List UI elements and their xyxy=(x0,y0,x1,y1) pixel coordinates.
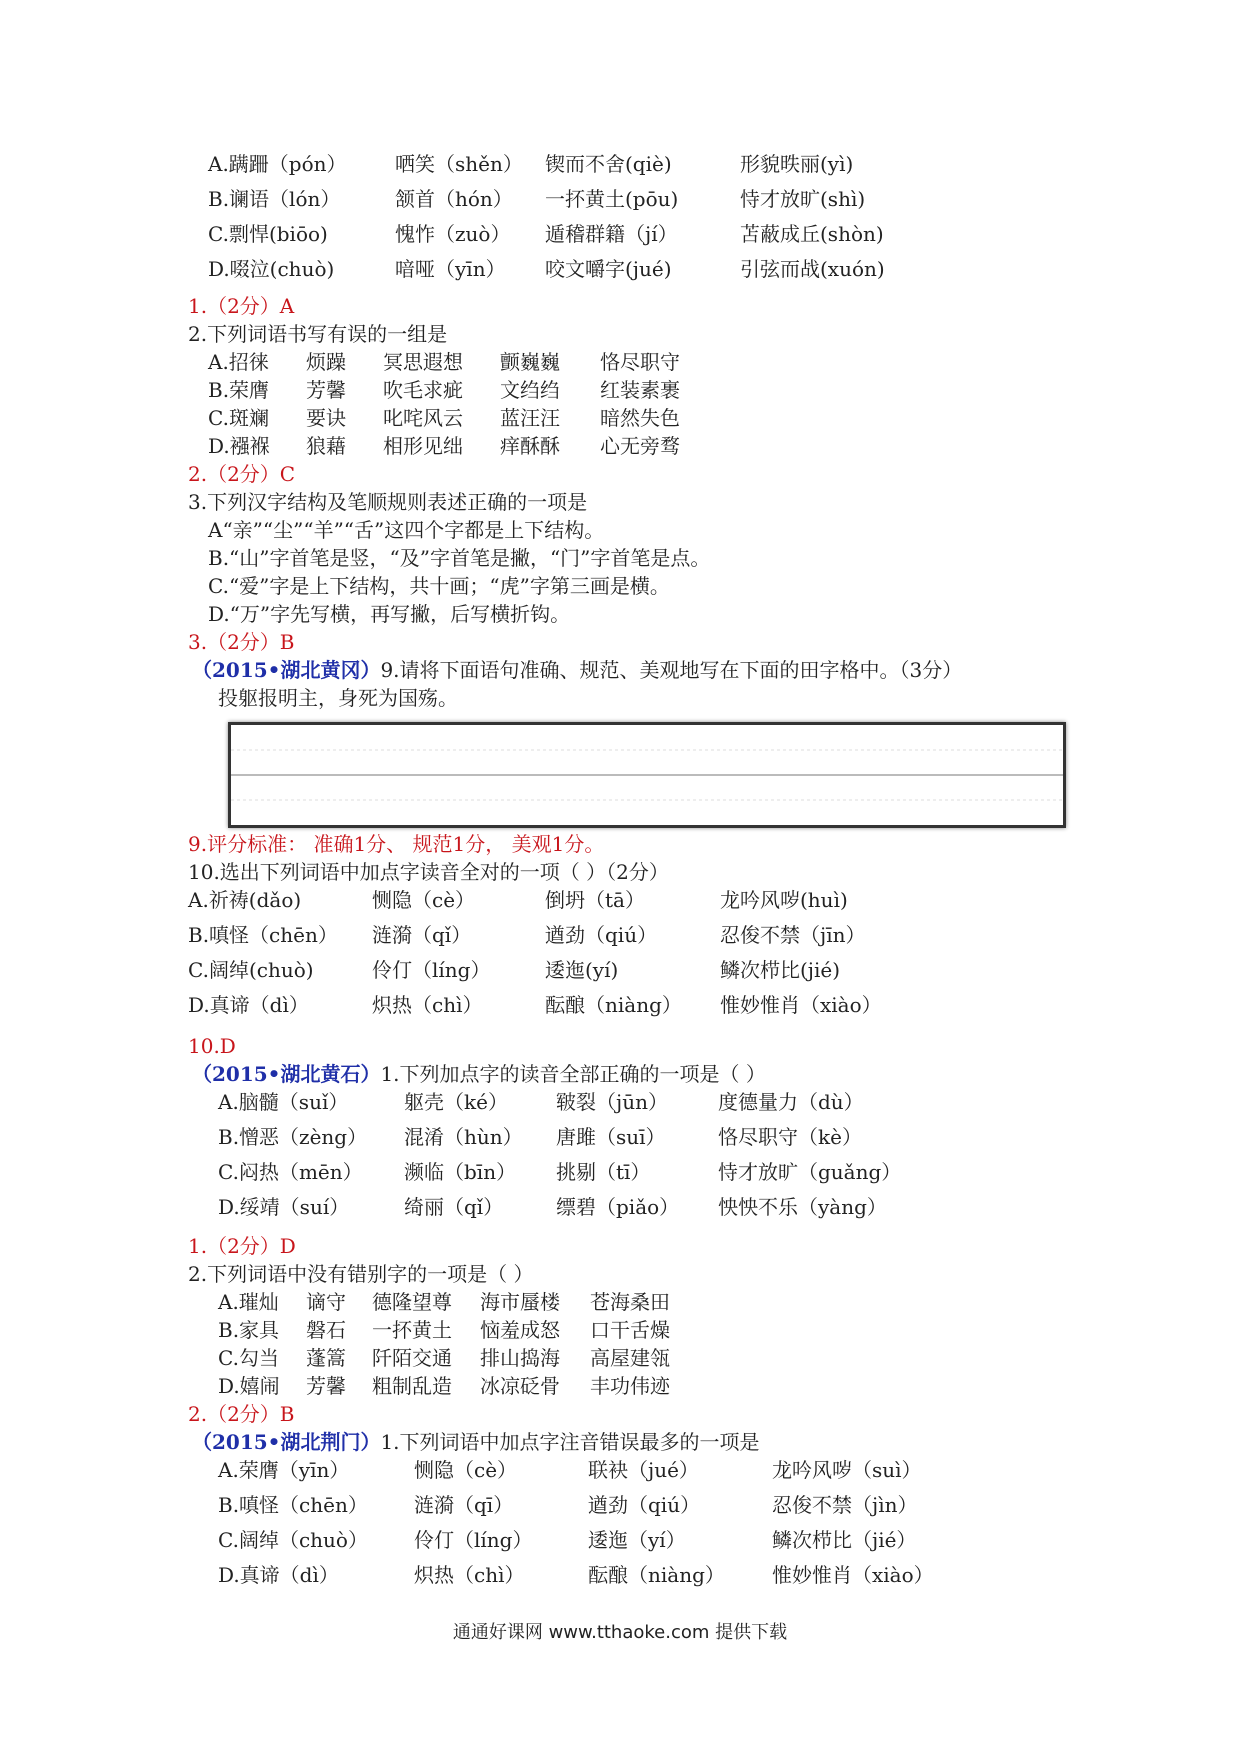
hs2rows-cell: 磐石 xyxy=(306,1318,346,1342)
hs2rows-cell: 丰功伟迹 xyxy=(590,1374,670,1398)
q2rows-cell: 烦躁 xyxy=(306,350,346,374)
q1p-cell: D.啜泣(chuò) xyxy=(208,257,335,281)
q10rows-cell: 恻隐（cè） xyxy=(372,888,476,912)
q10rows-cell: A.祈祷(dǎo) xyxy=(188,888,302,912)
hs2-stem: 2.下列词语中没有错别字的一项是（ ） xyxy=(188,1262,534,1286)
q2rows-cell: 红装素裹 xyxy=(600,378,680,402)
q3-answer: 3.（2分）B xyxy=(188,630,295,654)
q3-option: D.“万”字先写横，再写撇，后写横折钩。 xyxy=(208,602,571,626)
hs2rows-cell: 苍海桑田 xyxy=(590,1290,670,1314)
q2-answer: 2.（2分）C xyxy=(188,462,296,486)
q2rows-cell: C.斑斓 xyxy=(208,406,269,430)
q2rows-cell: 痒酥酥 xyxy=(500,434,560,458)
q2rows-cell: B.荣膺 xyxy=(208,378,270,402)
q9-answer: 9.评分标准： 准确1分、 规范1分， 美观1分。 xyxy=(188,832,605,856)
q1p-cell: B.谰语（lón） xyxy=(208,187,341,211)
q1p-cell: 引弦而战(xuón) xyxy=(740,257,885,281)
jm1rows-cell: 联袂（jué） xyxy=(588,1458,699,1482)
jm1rows-cell: 伶仃（líng） xyxy=(414,1528,533,1552)
jm1rows-cell: 惟妙惟肖（xiào） xyxy=(772,1563,934,1587)
hs1rows-cell: C.闷热（mēn） xyxy=(218,1160,363,1184)
q9-sentence: 投躯报明主，身死为国殇。 xyxy=(218,686,458,710)
q10rows-cell: 酝酿（niàng） xyxy=(545,993,682,1017)
jm1rows-cell: 遒劲（qiú） xyxy=(588,1493,701,1517)
q1p-cell: 形貌昳丽(yì) xyxy=(740,152,854,176)
q1p-cell: 苫蔽成丘(shòn) xyxy=(740,222,884,246)
hs2rows-cell: A.璀灿 xyxy=(218,1290,279,1314)
q1p-cell: 锲而不舍(qiè) xyxy=(545,152,672,176)
q10rows-cell: C.阔绰(chuò) xyxy=(188,958,314,982)
q3-option: C.“爱”字是上下结构，共十画；“虎”字第三画是横。 xyxy=(208,574,670,598)
q2-stem: 2.下列词语书写有误的一组是 xyxy=(188,322,448,346)
q2rows-cell: D.襁褓 xyxy=(208,434,270,458)
q10rows-cell: 鳞次栉比(jié) xyxy=(720,958,841,982)
q1p-cell: 一抔黄土(pōu) xyxy=(545,187,679,211)
q3-option: A“亲”“尘”“羊”“舌”这四个字都是上下结构。 xyxy=(208,518,605,542)
hs1rows-cell: 躯壳（ké） xyxy=(404,1090,508,1114)
q10rows-cell: 炽热（chì） xyxy=(372,993,483,1017)
q2rows-cell: 要诀 xyxy=(306,406,346,430)
q10-answer: 10.D xyxy=(188,1034,236,1058)
jm1rows-cell: 酝酿（niàng） xyxy=(588,1563,725,1587)
jm1rows-cell: 逶迤（yí） xyxy=(588,1528,686,1552)
jm1-header xyxy=(192,1428,760,1456)
hs2rows-cell: 粗制乱造 xyxy=(372,1374,452,1398)
hs2rows-cell: 排山捣海 xyxy=(480,1346,560,1370)
hs2rows-cell: 高屋建瓴 xyxy=(590,1346,670,1370)
hs1rows-cell: D.绥靖（suí） xyxy=(218,1195,350,1219)
q2rows-cell: 心无旁骛 xyxy=(600,434,680,458)
q3-option: B.“山”字首笔是竖，“及”字首笔是撇，“门”字首笔是点。 xyxy=(208,546,711,570)
hs2rows-cell: 芳馨 xyxy=(306,1374,346,1398)
q2rows-cell: 文绉绉 xyxy=(500,378,560,402)
q1p-cell: 遁稽群籍（jí） xyxy=(545,222,678,246)
grid-lines xyxy=(231,725,1063,825)
jm1rows-cell: 恻隐（cè） xyxy=(414,1458,518,1482)
q10rows-cell: B.嗔怪（chēn） xyxy=(188,923,338,947)
q2rows-cell: 颤巍巍 xyxy=(500,350,560,374)
q9-source: （2015•湖北黄冈） xyxy=(192,658,381,682)
hs1-answer: 1.（2分）D xyxy=(188,1234,296,1258)
hs2rows-cell: 德隆望尊 xyxy=(372,1290,452,1314)
hs1rows-cell: 度德量力（dù） xyxy=(718,1090,864,1114)
hs2rows-cell: 蓬篙 xyxy=(306,1346,346,1370)
hs1rows-cell: A.脑髓（suǐ） xyxy=(218,1090,349,1114)
jm1rows-cell: A.荣膺（yīn） xyxy=(218,1458,350,1482)
hs1rows-cell: 混淆（hùn） xyxy=(404,1125,523,1149)
q10rows-cell: 惟妙惟肖（xiào） xyxy=(720,993,882,1017)
q3-stem: 3.下列汉字结构及笔顺规则表述正确的一项是 xyxy=(188,490,588,514)
page-footer: 通通好课网 www.tthaoke.com 提供下载 xyxy=(452,1622,788,1643)
q10rows-cell: 龙吟风哕(huì) xyxy=(720,888,848,912)
q1p-cell: 咬文嚼字(jué) xyxy=(545,257,672,281)
hs1rows-cell: B.憎恶（zèng） xyxy=(218,1125,368,1149)
q10rows-cell: 倒坍（tā） xyxy=(545,888,645,912)
q2rows-cell: 吹毛求疵 xyxy=(383,378,463,402)
q10rows-cell: D.真谛（dì） xyxy=(188,993,309,1017)
jm1rows-cell: 龙吟风哕（suì） xyxy=(772,1458,922,1482)
hs1rows-cell: 恃才放旷（guǎng） xyxy=(718,1160,902,1184)
q1p-cell: 喑哑（yīn） xyxy=(395,257,506,281)
q2rows-cell: 暗然失色 xyxy=(600,406,680,430)
q2rows-cell: 冥思遐想 xyxy=(383,350,463,374)
jm1rows-cell: B.嗔怪（chēn） xyxy=(218,1493,368,1517)
q10rows-cell: 忍俊不禁（jīn） xyxy=(720,923,866,947)
hs1rows-cell: 绮丽（qǐ） xyxy=(404,1195,504,1219)
hs2rows-cell: 谪守 xyxy=(306,1290,346,1314)
hs1-header xyxy=(192,1060,766,1088)
q1-answer: 1.（2分）A xyxy=(188,294,295,318)
q10rows-cell: 涟漪（qǐ） xyxy=(372,923,472,947)
q1p-cell: 愧怍（zuò） xyxy=(395,222,511,246)
q2rows-cell: A.招徕 xyxy=(208,350,269,374)
q2rows-cell: 叱咤风云 xyxy=(383,406,463,430)
hs1rows-cell: 挑剔（tī） xyxy=(556,1160,651,1184)
q1p-cell: 颔首（hón） xyxy=(395,187,513,211)
q1p-cell: C.剽悍(biōo) xyxy=(208,222,328,246)
q1p-cell: 恃才放旷(shì) xyxy=(740,187,866,211)
q2rows-cell: 狼藉 xyxy=(306,434,346,458)
hs2rows-cell: 口干舌燥 xyxy=(590,1318,670,1342)
tianzige-writing-grid[interactable] xyxy=(228,722,1066,828)
q10rows-cell: 遒劲（qiú） xyxy=(545,923,658,947)
q2rows-cell: 芳馨 xyxy=(306,378,346,402)
q10rows-cell: 伶仃（líng） xyxy=(372,958,491,982)
hs2rows-cell: 阡陌交通 xyxy=(372,1346,452,1370)
hs1rows-cell: 唐雎（suī） xyxy=(556,1125,666,1149)
hs2rows-cell: 海市蜃楼 xyxy=(480,1290,560,1314)
hs2rows-cell: D.嬉闹 xyxy=(218,1374,280,1398)
hs2rows-cell: 恼羞成怒 xyxy=(480,1318,560,1342)
q10-stem: 10.选出下列词语中加点字读音全对的一项（ ）（2分） xyxy=(188,860,669,884)
hs1rows-cell: 皲裂（jūn） xyxy=(556,1090,668,1114)
jm1-stem: 1.下列词语中加点字注音错误最多的一项是 xyxy=(380,1430,760,1454)
q1p-cell: 哂笑（shěn） xyxy=(395,152,523,176)
q2rows-cell: 相形见绌 xyxy=(383,434,463,458)
hs1-source: （2015•湖北黄石） xyxy=(192,1062,381,1086)
jm1rows-cell: 忍俊不禁（jìn） xyxy=(772,1493,918,1517)
jm1-source: （2015•湖北荆门） xyxy=(192,1430,381,1454)
jm1rows-cell: 炽热（chì） xyxy=(414,1563,525,1587)
q1p-cell: A.蹒跚（pón） xyxy=(208,152,347,176)
hs2rows-cell: C.勾当 xyxy=(218,1346,279,1370)
q2rows-cell: 蓝汪汪 xyxy=(500,406,560,430)
hs2rows-cell: 冰凉砭骨 xyxy=(480,1374,560,1398)
hs1rows-cell: 缥碧（piǎo） xyxy=(556,1195,680,1219)
q9-stem: 9.请将下面语句准确、规范、美观地写在下面的田字格中。（3分） xyxy=(380,658,963,682)
hs1rows-cell: 恪尽职守（kè） xyxy=(718,1125,862,1149)
hs1-stem: 1.下列加点字的读音全部正确的一项是（ ） xyxy=(380,1062,766,1086)
jm1rows-cell: D.真谛（dì） xyxy=(218,1563,339,1587)
hs2-answer: 2.（2分）B xyxy=(188,1402,295,1426)
q10rows-cell: 逶迤(yí) xyxy=(545,958,619,982)
hs1rows-cell: 濒临（bīn） xyxy=(404,1160,517,1184)
jm1rows-cell: 涟漪（qī） xyxy=(414,1493,514,1517)
hs1rows-cell: 怏怏不乐（yàng） xyxy=(718,1195,887,1219)
jm1rows-cell: 鳞次栉比（jié） xyxy=(772,1528,917,1552)
q9-header xyxy=(192,656,962,684)
hs2rows-cell: B.家具 xyxy=(218,1318,280,1342)
q2rows-cell: 恪尽职守 xyxy=(600,350,680,374)
jm1rows-cell: C.阔绰（chuò） xyxy=(218,1528,368,1552)
hs2rows-cell: 一抔黄土 xyxy=(372,1318,452,1342)
